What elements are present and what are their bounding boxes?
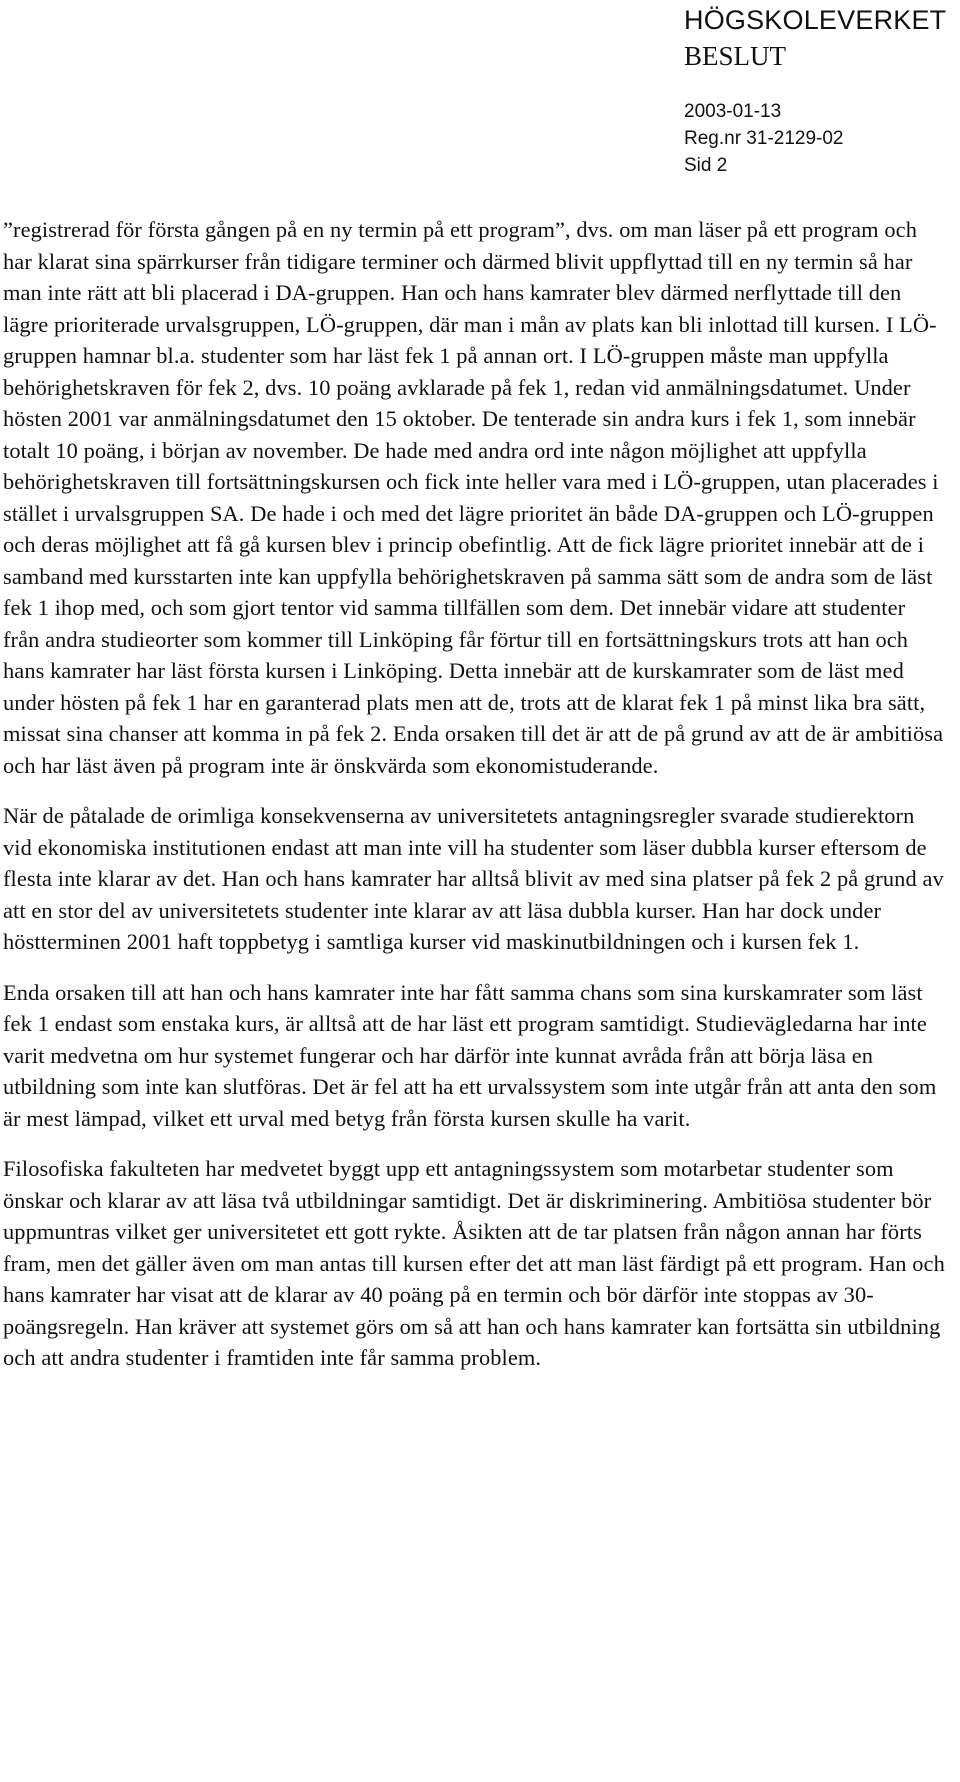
registration-number: Reg.nr 31-2129-02 (684, 128, 844, 149)
document-meta (684, 98, 954, 179)
document-type: BESLUT (684, 41, 787, 71)
document-date: 2003-01-13 (684, 101, 782, 122)
organization-name: HÖGSKOLEVERKET (684, 5, 947, 35)
paragraph: När de påtalade de orimliga konsekvenserna av universitetets antagningsregler svarade studierektorn vid ekonomiska institutionen endast att man inte vill ha studenter som läser dubbla kurser eftersom de flesta inte klarar av det. Han och hans kamrater har alltså blivit av med sina platser på fek 2 på grund av att en stor del av universitetets studenter inte klarar av att läsa dubbla kurser. Han har dock under höstterminen 2001 haft toppbetyg i samtliga kurser vid maskinutbildningen och i kursen fek 1. (3, 803, 944, 954)
page-number: Sid 2 (684, 155, 728, 176)
document-header (684, 0, 954, 179)
paragraph: Filosofiska fakulteten har medvetet byggt upp ett antagningssystem som motarbetar studenter som önskar och klarar av att läsa två utbildningar samtidigt. Det är diskriminering. Ambitiösa studenter bör uppmuntras vilket ger universitetet ett gott rykte. Åsikten att de tar platsen från någon annan har förts fram, men det gäller även om man antas till kursen efter det att man läst färdigt på ett program. Han och hans kamrater har visat att de klarar av 40 poäng på en termin och bör därför inte stoppas av 30-poängsregeln. Han kräver att systemet görs om så att han och hans kamrater kan fortsätta sin utbildning och att andra studenter i framtiden inte får samma problem. (3, 1156, 945, 1370)
document-body (3, 214, 947, 1393)
paragraph: Enda orsaken till att han och hans kamrater inte har fått samma chans som sina kurskamrater som läst fek 1 endast som enstaka kurs, är alltså att de har läst ett program samtidigt. Studievägledarna har inte varit medvetna om hur systemet fungerar och har därför inte kunnat avråda från att börja läsa en utbildning som inte kan slutföras. Det är fel att ha ett urvalssystem som inte utgår från att anta den som är mest lämpad, vilket ett urval med betyg från första kursen skulle ha varit. (3, 979, 937, 1131)
paragraph: ”registrerad för första gången på en ny termin på ett program”, dvs. om man läser på ett program och har klarat sina spärrkurser från tidigare terminer och därmed blivit uppflyttad till en ny termin så har man inte rätt att bli placerad i DA-gruppen. Han och hans kamrater blev därmed nerflyttade till den lägre prioriterade urvalsgruppen, LÖ-gruppen, där man i mån av plats kan bli inlottad till kursen. I LÖ-gruppen hamnar bl.a. studenter som har läst fek 1 på annan ort. I LÖ-gruppen måste man uppfylla behörighetskraven för fek 2, dvs. 10 poäng avklarade på fek 1, redan vid anmälningsdatumet. Under hösten 2001 var anmälningsdatumet den 15 oktober. De tenterade sin andra kurs i fek 1, som innebär totalt 10 poäng, i början av november. De hade med andra ord inte någon möjlighet att uppfylla behörighetskraven till fortsättningskursen och fick inte heller vara med i LÖ-gruppen, utan placerades i stället i urvalsgruppen SA. De hade i och med det lägre prioritet än både DA-gruppen och LÖ-gruppen och deras möjlighet att få gå kursen blev i princip obefintlig. Att de fick lägre prioritet innebär att de i samband med kursstarten inte kan uppfylla behörighetskraven på samma sätt som de andra som de läst fek 1 ihop med, och som gjort tentor vid samma tillfällen som dem. Det innebär vidare att studenter från andra studieorter som kommer till Linköping får förtur till en fortsättningskurs trots att han och hans kamrater har läst första kursen i Linköping. Detta innebär att de kurskamrater som de läst med under hösten på fek 1 har en garanterad plats men att de, trots att de klarat fek 1 på minst lika bra sätt, missat sina chanser att komma in på fek 2. Enda orsaken till det är att de på grund av att de är ambitiösa och har läst även på program inte är önskvärda som ekonomistuderande. (3, 217, 944, 778)
